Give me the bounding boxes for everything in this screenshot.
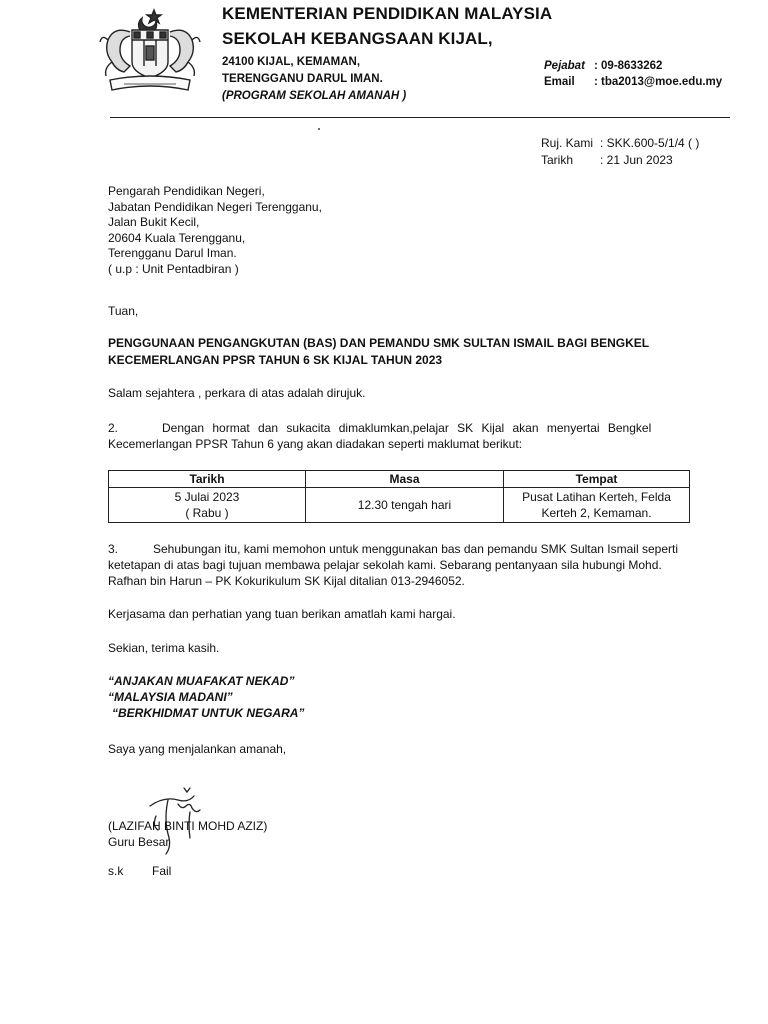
scan-speck: [318, 128, 320, 130]
table-header: Tempat: [504, 471, 690, 488]
sign-off: Saya yang menjalankan amanah,: [108, 742, 287, 756]
motto-line: “MALAYSIA MADANI”: [108, 690, 233, 704]
cc-value: Fail: [152, 864, 172, 878]
letter-subject: [108, 335, 708, 369]
email-label: Email: [544, 76, 575, 88]
table-header: Masa: [306, 471, 504, 488]
table-row: [109, 488, 690, 523]
signer-title: Guru Besar: [108, 835, 170, 849]
event-day: ( Rabu ): [185, 506, 229, 520]
recipient-line: Pengarah Pendidikan Negeri,: [108, 184, 265, 198]
para3-line2: ketetapan di atas bagi tujuan membawa pelajar sekolah kami. Sebarang pentanyaan sila hubungi Mohd.: [108, 558, 662, 572]
email-value: : tba2013@moe.edu.my: [594, 76, 723, 88]
subject-line: KECEMERLANGAN PPSR TAHUN 6 SK KIJAL TAHUN 2023: [108, 353, 443, 367]
malaysia-coat-of-arms-icon: [94, 6, 206, 96]
motto-block: [108, 673, 304, 721]
reference-label: Ruj. Kami: [541, 136, 594, 150]
school-address-line1: 24100 KIJAL, KEMAMAN,: [222, 56, 361, 68]
event-place-line2: Kerteh 2, Kemaman.: [541, 506, 652, 520]
subject-line: PENGGUNAAN PENGANGKUTAN (BAS) DAN PEMANDU SMK SULTAN ISMAIL BAGI BENGKEL: [108, 336, 650, 350]
reference-number: : SKK.600-5/1/4 ( ): [600, 136, 700, 150]
event-place-line1: Pusat Latihan Kerteh, Felda: [522, 490, 671, 504]
para2-line2: Kecemerlangan PPSR Tahun 6 yang akan diadakan seperti maklumat berikut:: [108, 437, 523, 451]
motto-line: “ANJAKAN MUAFAKAT NEKAD”: [108, 674, 295, 688]
motto-line: “BERKHIDMAT UNTUK NEGARA”: [112, 706, 305, 720]
school-name: SEKOLAH KEBANGSAAN KIJAL,: [222, 29, 493, 48]
event-info-table: [108, 470, 690, 523]
phone-value: : 09-8633262: [594, 60, 663, 72]
letter-date: : 21 Jun 2023: [600, 153, 673, 167]
table-header-row: [109, 471, 690, 488]
salutation: Tuan,: [108, 304, 139, 318]
signer-name: (LAZIFAH BINTI MOHD AZIZ): [108, 819, 268, 833]
recipient-line: 20604 Kuala Terengganu,: [108, 230, 246, 245]
header-divider: [110, 117, 730, 118]
event-date: 5 Julai 2023: [174, 490, 240, 504]
school-program: (PROGRAM SEKOLAH AMANAH ): [222, 90, 407, 102]
table-header: Tarikh: [109, 471, 306, 488]
phone-label: Pejabat: [544, 60, 585, 72]
table-cell-date: [109, 488, 306, 523]
table-cell-place: [504, 488, 690, 523]
ministry-title: KEMENTERIAN PENDIDIKAN MALAYSIA: [222, 4, 553, 23]
para3-number: 3.: [108, 542, 119, 556]
greeting: Salam sejahtera , perkara di atas adalah dirujuk.: [108, 386, 366, 400]
cc-label: s.k: [108, 864, 124, 878]
recipient-address: [108, 184, 322, 277]
table-cell-time: 12.30 tengah hari: [306, 488, 504, 523]
date-label: Tarikh: [541, 153, 574, 167]
para2-number: 2.: [108, 421, 119, 435]
para3-line1: Sehubungan itu, kami memohon untuk menggunakan bas dan pemandu SMK Sultan Ismail seperti: [153, 542, 678, 556]
recipient-line: Jabatan Pendidikan Negeri Terengganu,: [108, 199, 322, 214]
recipient-line: Terengganu Darul Iman.: [108, 246, 237, 260]
cooperation-note: Kerjasama dan perhatian yang tuan berikan amatlah kami hargai.: [108, 607, 456, 621]
para2-line1: Dengan hormat dan sukacita dimaklumkan,pelajar SK Kijal akan menyertai Bengkel: [162, 421, 652, 435]
school-address-line2: TERENGGANU DARUL IMAN.: [222, 73, 383, 85]
closing-line: Sekian, terima kasih.: [108, 641, 220, 655]
recipient-line: Jalan Bukit Kecil,: [108, 215, 200, 229]
para3-line3: Rafhan bin Harun – PK Kokurikulum SK Kijal ditalian 013-2946052.: [108, 574, 465, 588]
recipient-line: ( u.p : Unit Pentadbiran ): [108, 261, 239, 276]
